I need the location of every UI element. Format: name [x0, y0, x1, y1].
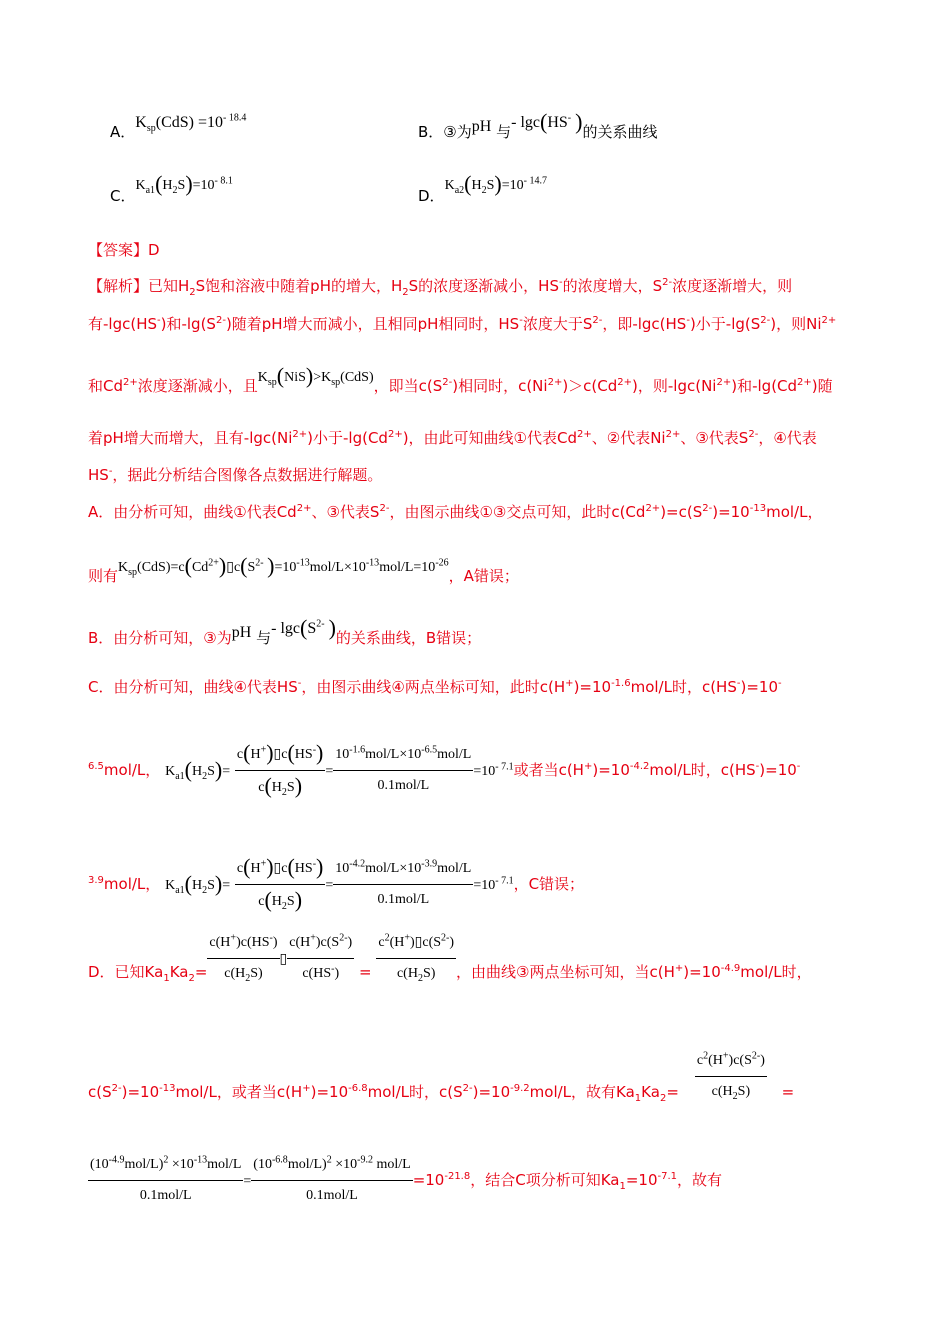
analysis-ksp-compare: $K_{sp}(NiS)>K_{sp}(CdS)$: [257, 363, 374, 388]
part-d-frac-1: $\frac{c(H^+)c(HS^-)}{c(H_2S)}$: [207, 928, 279, 989]
option-c-formula: $K_{a1}(H_2S)=10^{- 8.1}$: [135, 171, 233, 196]
part-c-l3post: ，C错误；: [513, 875, 585, 893]
option-b-yu: 与: [496, 123, 512, 141]
part-c-l3pre: $^{3.9}$mol/L，: [88, 875, 161, 893]
part-d-frac-6: $\frac{(10^{-6.8}mol/L)^2 \times 10^{-9.2} mol/L}{\text{0.1mol/L}}$: [251, 1150, 412, 1211]
option-a-letter: A．: [110, 123, 136, 141]
part-c-frac-4: $\frac{10^{-4.2}mol/L\times 10^{-3.9}mol/L}{\text{0.1mol/L}}$: [333, 854, 473, 915]
option-c: [110, 171, 233, 208]
option-c-letter: C．: [110, 187, 136, 205]
analysis-line-1: 【解析】已知$H_2S$饱和溶液中随着pH的增大，$H_2S$的浓度逐渐减小，HS-的浓度增大，$S^{2-}$浓度逐渐增大，则: [88, 277, 793, 298]
part-b-lgc: - $\lg c(S^{2-}$ ): [271, 615, 336, 640]
part-c-frac-2: $\frac{10^{-1.6}mol/L\times 10^{-6.5}mol/L}{\text{0.1mol/L}}$: [333, 740, 473, 801]
part-a-line-2b: ，A错误；: [448, 567, 519, 585]
part-c-frac-1: $\frac{c(H^+)▯c(HS^-)}{c(H_2S)}$: [236, 740, 324, 798]
part-d-post: ，由曲线③两点坐标可知，当$c(H^+)=10^{-4.9}mol/L$时，: [456, 963, 812, 981]
part-c-line-1: C．由分析可知，曲线④代表HS-，由图示曲线④两点坐标可知，此时$c(H^+)=10^{-1.6}mol/L$时，c(HS-)=10-: [88, 678, 782, 696]
part-c-l2pre: $^{6.5}$mol/L，: [88, 761, 161, 779]
part-b-a: B．由分析可知，③为: [88, 629, 232, 647]
option-b-tail: 的关系曲线: [582, 123, 658, 141]
answer: 【答案】D: [88, 241, 160, 259]
part-b-b: 的关系曲线，B错误；: [335, 629, 482, 647]
part-c-line-2: $^{6.5}$mol/L， $K_{a1}(H_2S)=$ $\frac{c(H^+)▯c(HS^-)}{c(H_2S)}$ = $\frac{10^{-1.6}mol/L\times 10^{-6.5}mol/L}{\text{0.1mol/L}}$ $=10^{- 7.1}$或者当$c(H^+)=10^{-4.2}mol/L$时，c(HS-)=10-: [88, 738, 800, 803]
part-d-frac-2: $\frac{c(H^+)c(S^{2-})}{c(HS^-)}$: [287, 928, 354, 989]
part-d-frac-4: $\frac{c^2(H^+)c(S^{2-})}{c(H_2S)}$: [695, 1046, 767, 1107]
analysis-line-4: 着pH增大而增大，且有$-\lg c(Ni^{2+})$小于$-\lg(Cd^{2+})$，由此可知曲线①代表$Cd^{2+}$、②代表$Ni^{2+}$、③代表$S^{2-}$，④代表: [88, 429, 817, 447]
part-c-frac-3: $\frac{c(H^+)▯c(HS^-)}{c(H_2S)}$: [236, 854, 324, 912]
analysis-line-3: [88, 363, 833, 398]
analysis-line-3a: 和$Cd^{2+}$浓度逐渐减小，且: [88, 377, 258, 395]
part-c-line-3: $^{3.9}$mol/L， $K_{a1}(H_2S)=$ $\frac{c(H^+)▯c(HS^-)}{c(H_2S)}$ = $\frac{10^{-4.2}mol/L\times 10^{-3.9}mol/L}{\text{0.1mol/L}}$ $=10^{- 7.1}$，C错误；: [88, 852, 584, 917]
part-a-line-2a: 则有: [88, 567, 119, 585]
part-a-line-2: [88, 553, 519, 588]
part-d-l3post: $=10^{-21.8}$，结合C项分析可知$Ka_1=10^{-7.1}$，故有: [412, 1171, 723, 1192]
part-d-line-1: [88, 932, 812, 1003]
part-d-line-3: $\frac{(10^{-4.9}mol/L)^2 \times 10^{-13}mol/L}{\text{0.1mol/L}}$ = $\frac{(10^{-6.8}mol/L)^2 \times 10^{-9.2} mol/L}{\text{0.1mol/L}}$ $=10^{-21.8}$，结合C项分析可知$Ka_1=10^{-7.1}$，故有: [88, 1150, 722, 1211]
part-d-frac-5: $\frac{(10^{-4.9}mol/L)^2 \times 10^{-13}mol/L}{\text{0.1mol/L}}$: [88, 1150, 243, 1211]
part-c-result-1: $=10^{- 7.1}$: [473, 761, 514, 779]
part-c-ka1-2: $K_{a1}(H_2S)=$: [165, 871, 231, 896]
option-d-formula: $K_{a2}(H_2S)=10^{- 14.7}$: [444, 171, 547, 196]
part-d-line-2: [88, 1050, 795, 1123]
analysis-line-3b: ，即当$c(S^{2-})$相同时，$c(Ni^{2+})>c(Cd^{2+})$，则$-\lg c(Ni^{2+})$和$-\lg(Cd^{2+})$随: [373, 377, 833, 395]
part-c-l2post: 或者当$c(H^+)=10^{-4.2}mol/L$时，c(HS-)=10-: [513, 761, 801, 779]
analysis-line-2: 有-lgc(HS-)和$-\lg(S^{2-})$随着pH增大而减小，且相同pH相同时，HS-浓度大于$S^{2-}$，即-lgc(HS-)小于$-\lg(S^{2-})$，则$Ni^{2+}$: [88, 315, 837, 333]
part-d-eq2: =: [781, 1083, 795, 1101]
option-b: [418, 109, 658, 143]
part-d-l2: $c(S^{2-})=10^{-13}mol/L$，或者当$c(H^+)=10^{-6.8}mol/L$时，$c(S^{2-})=10^{-9.2}mol/L$，故有$Ka_1Ka_2=$: [88, 1083, 679, 1104]
part-d-dot: ▯: [279, 952, 288, 967]
part-b-yu: 与: [256, 629, 272, 647]
part-b-ph: pH: [231, 624, 252, 641]
part-c-result-2: $=10^{- 7.1}$: [473, 875, 514, 893]
option-b-letter: B．③为: [418, 123, 472, 141]
part-d-eq: =: [359, 963, 372, 981]
option-b-formula2: - lgc(HS- ): [511, 109, 583, 134]
part-d-pre: D．已知$Ka_1Ka_2=$: [88, 963, 208, 984]
part-a-line-1: A．由分析可知，曲线①代表$Cd^{2+}$、③代表$S^{2-}$，由图示曲线①③交点可知，此时$c(Cd^{2+})=c(S^{2-})=10^{-13}mol/L$，: [88, 503, 823, 521]
option-a-formula: $K_{sp}(CdS) =10^{- 18.4}$: [135, 112, 247, 135]
part-c-ka1: $K_{a1}(H_2S)=$: [165, 757, 231, 782]
option-a: [110, 112, 247, 143]
part-a-ksp-formula: $K_{sp}(CdS)=c(Cd^{2+})▯c(S^{2-}$ )$=10^{-13}mol/L\times 10^{-13}mol/L=10^{-26}$: [118, 553, 449, 578]
part-d-frac-3: $\frac{c^2(H^+)▯c(S^{2-})}{c(H_2S)}$: [376, 928, 456, 989]
option-d-letter: D．: [418, 187, 445, 205]
analysis-line-5: HS-，据此分析结合图像各点数据进行解题。: [88, 466, 383, 484]
part-b-line: [88, 615, 482, 649]
option-b-formula: pH: [471, 118, 492, 135]
option-d: [418, 171, 547, 208]
